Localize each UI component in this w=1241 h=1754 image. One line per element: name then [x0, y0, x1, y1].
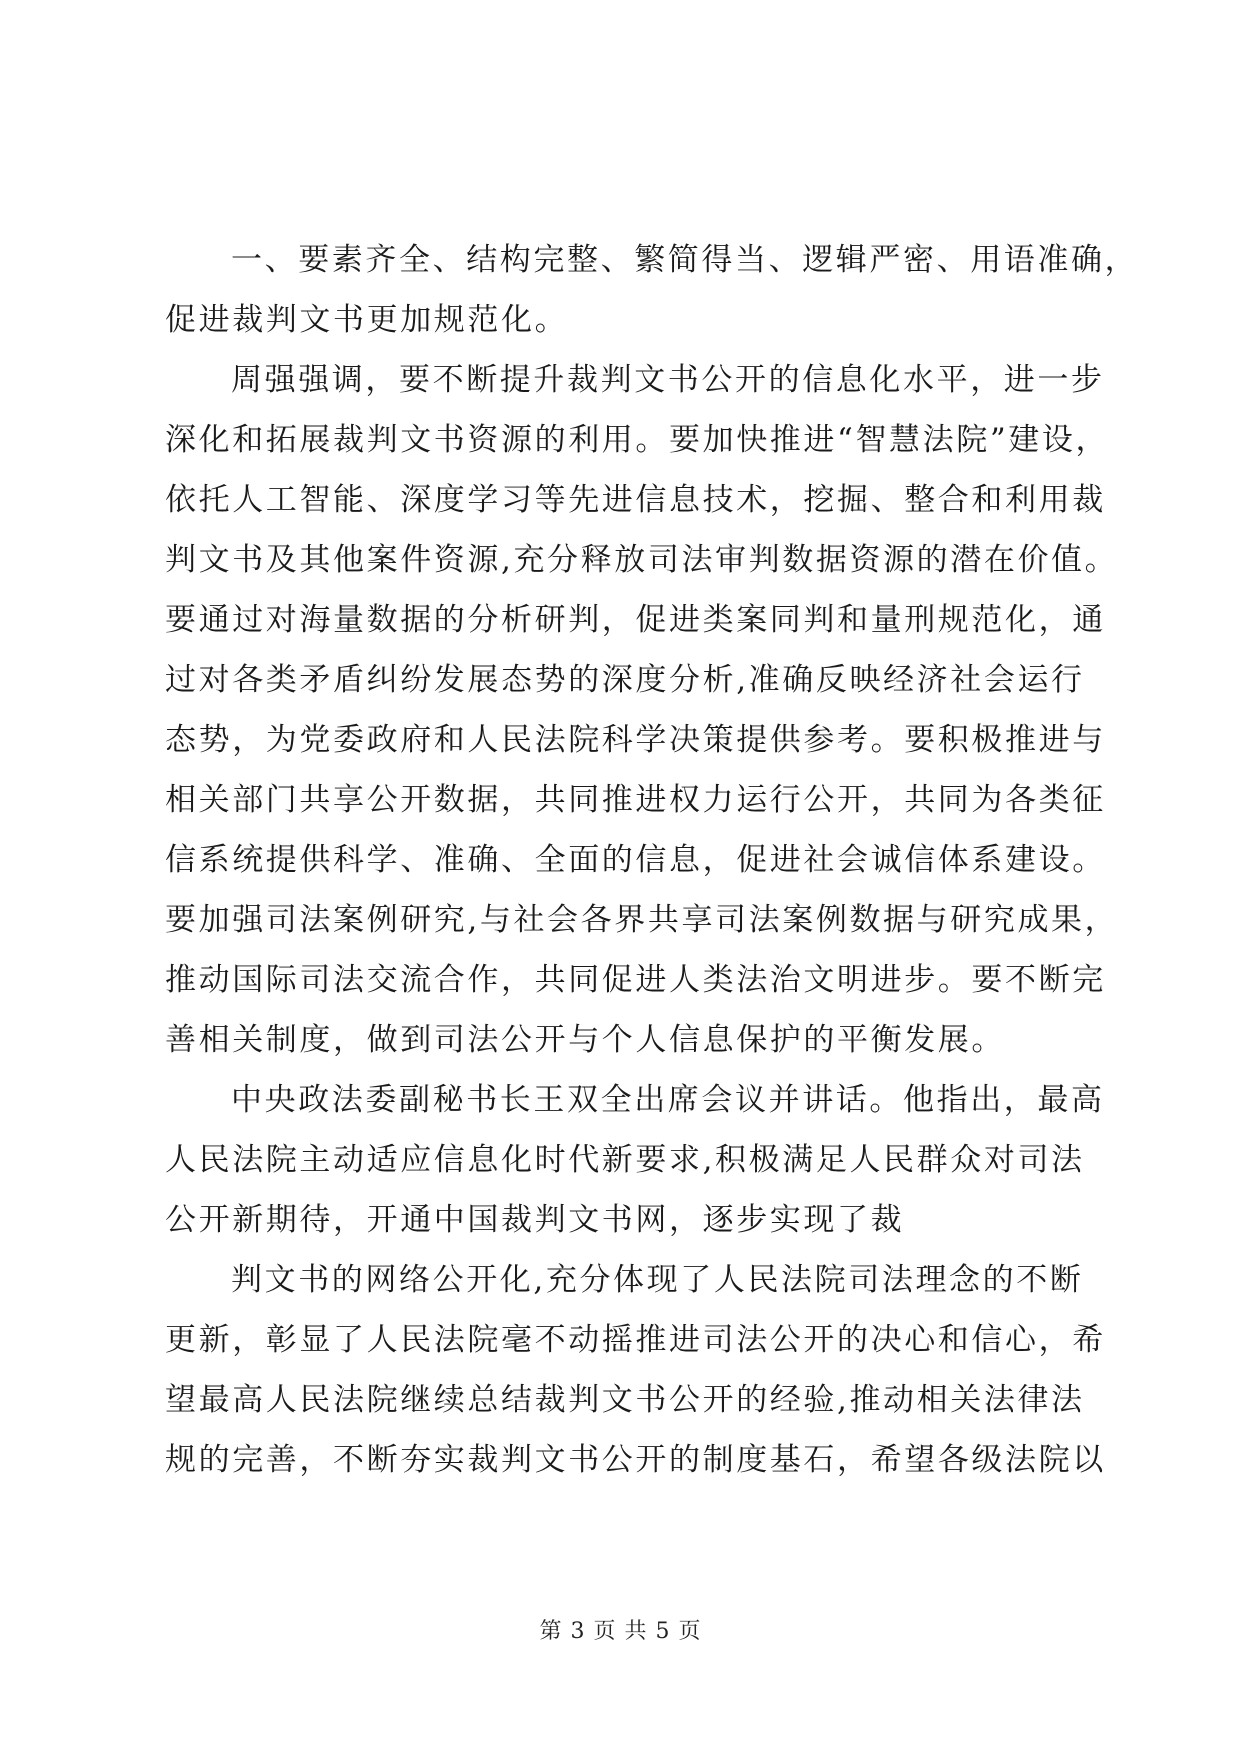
paragraph-line: 规的完善，不断夯实裁判文书公开的制度基石，希望各级法院以 — [165, 1442, 1106, 1478]
paragraph-line: 深化和拓展裁判文书资源的利用。要加快推进“智慧法院”建设， — [165, 422, 1110, 458]
paragraph-line: 人民法院主动适应信息化时代新要求,积极满足人民群众对司法 — [165, 1142, 1085, 1178]
paragraph-line: 一、要素齐全、结构完整、繁简得当、逻辑严密、用语准确， — [231, 242, 1139, 278]
paragraph-line: 相关部门共享公开数据，共同推进权力运行公开，共同为各类征 — [165, 782, 1106, 818]
paragraph-line: 依托人工智能、深度学习等先进信息技术，挖掘、整合和利用裁 — [165, 482, 1106, 518]
paragraph-line: 周强强调，要不断提升裁判文书公开的信息化水平，进一步 — [231, 362, 1105, 398]
paragraph-line: 判文书及其他案件资源,充分释放司法审判数据资源的潜在价值。 — [165, 542, 1119, 578]
paragraph-line: 公开新期待，开通中国裁判文书网，逐步实现了裁 — [165, 1202, 905, 1238]
paragraph-line: 推动国际司法交流合作，共同促进人类法治文明进步。要不断完 — [165, 962, 1106, 998]
paragraph-line: 信系统提供科学、准确、全面的信息，促进社会诚信体系建设。 — [165, 842, 1106, 878]
paragraph-line: 判文书的网络公开化,充分体现了人民法院司法理念的不断 — [231, 1262, 1084, 1298]
paragraph-line: 望最高人民法院继续总结裁判文书公开的经验,推动相关法律法 — [165, 1382, 1085, 1418]
paragraph-line: 要加强司法案例研究,与社会各界共享司法案例数据与研究成果， — [165, 902, 1119, 938]
paragraph-line: 更新，彰显了人民法院毫不动摇推进司法公开的决心和信心，希 — [165, 1322, 1106, 1358]
paragraph-line: 过对各类矛盾纠纷发展态势的深度分析,准确反映经济社会运行 — [165, 662, 1085, 698]
paragraph-line: 要通过对海量数据的分析研判，促进类案同判和量刑规范化，通 — [165, 602, 1106, 638]
paragraph-line: 态势，为党委政府和人民法院科学决策提供参考。要积极推进与 — [165, 722, 1106, 758]
paragraph-line: 善相关制度，做到司法公开与个人信息保护的平衡发展。 — [165, 1022, 1005, 1058]
body-text — [165, 230, 1139, 1490]
paragraph-line: 促进裁判文书更加规范化。 — [165, 302, 569, 338]
page-number-footer: 第 3 页 共 5 页 — [539, 1619, 702, 1644]
paragraph-line: 中央政法委副秘书长王双全出席会议并讲话。他指出，最高 — [231, 1082, 1105, 1118]
